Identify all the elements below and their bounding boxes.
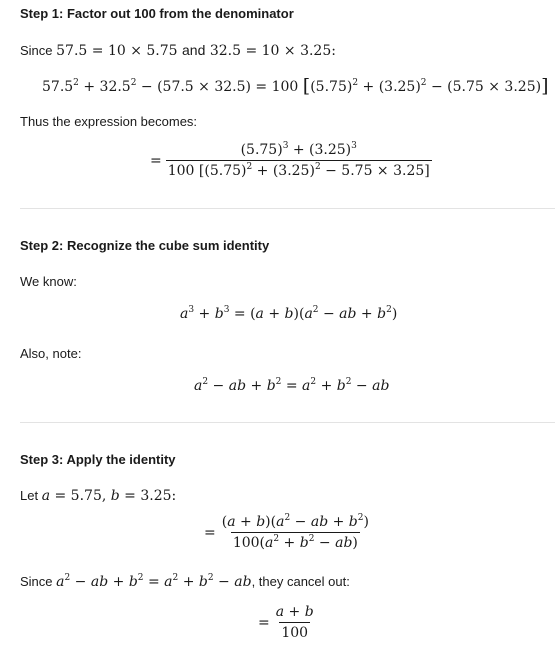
step1-intro-math: 57.5 = 10 × 5.75 and 32.5 = 10 × 3.25: xyxy=(56,42,336,59)
step3-cancel-text: , they cancel out: xyxy=(251,574,350,589)
step1-intro-text: Since xyxy=(20,43,57,58)
step2-note-equation: $a^2$ − ab + $b^2 = a^2 + b^2$ − ab xyxy=(194,377,390,394)
step1-fraction: $\frac{(5.75)^3 + (3.25)^3}{100 [(5.75)^2 + (3.25)^2 - 5.75 \times 3.25]}$ xyxy=(167,141,430,179)
step2-also: Also, note: xyxy=(20,346,82,361)
step3-equation-1: = $\frac{(a + b)(a^2 - ab + b^2)}{100(a^2 + b^2 - ab)}$ xyxy=(204,513,369,551)
step1-thus: Thus the expression becomes: xyxy=(20,114,198,129)
step1-equation-1: $57.5^2 + 32.5^2 - (57.5 \times 32.5) = 100$ $[(5.75)^2 + (3.25)^2 - (5.75 \times 3.25)]$ xyxy=(42,75,549,97)
step3-since xyxy=(20,574,350,590)
step1-intro xyxy=(20,42,336,59)
step3-fraction-1: $\frac{(a + b)(a^2 - ab + b^2)}{100(a^2 + b^2 - ab)}$ xyxy=(221,513,369,551)
step2-we-know: We know: xyxy=(20,274,77,289)
divider-1 xyxy=(20,208,555,209)
step1-title: Step 1: Factor out 100 from the denominator xyxy=(20,6,294,21)
divider-2 xyxy=(20,422,555,423)
step3-since-text: Since xyxy=(20,574,57,589)
step3-let xyxy=(20,488,176,504)
step2-title: Step 2: Recognize the cube sum identity xyxy=(20,238,270,253)
step3-since-math: $a^2$ − ab + $b^2 = a^2 + b^2$ − ab xyxy=(56,573,252,590)
step3-let-text: Let xyxy=(20,488,42,503)
step3-equation-2: = $\frac{a + b}{100}$ xyxy=(258,604,314,641)
step3-title: Step 3: Apply the identity xyxy=(20,452,176,467)
step3-let-math: a = 5.75, b = 3.25: xyxy=(41,488,177,504)
step1-equation-2: = $\frac{(5.75)^3 + (3.25)^3}{100 [(5.75)^2 + (3.25)^2 - 5.75 \times 3.25]}$ xyxy=(150,141,430,179)
step2-identity: $a^3 + b^3 = (a + b)(a^2$ − ab + $b^2$) xyxy=(180,305,398,322)
step3-fraction-2: $\frac{a + b}{100}$ xyxy=(275,604,314,641)
